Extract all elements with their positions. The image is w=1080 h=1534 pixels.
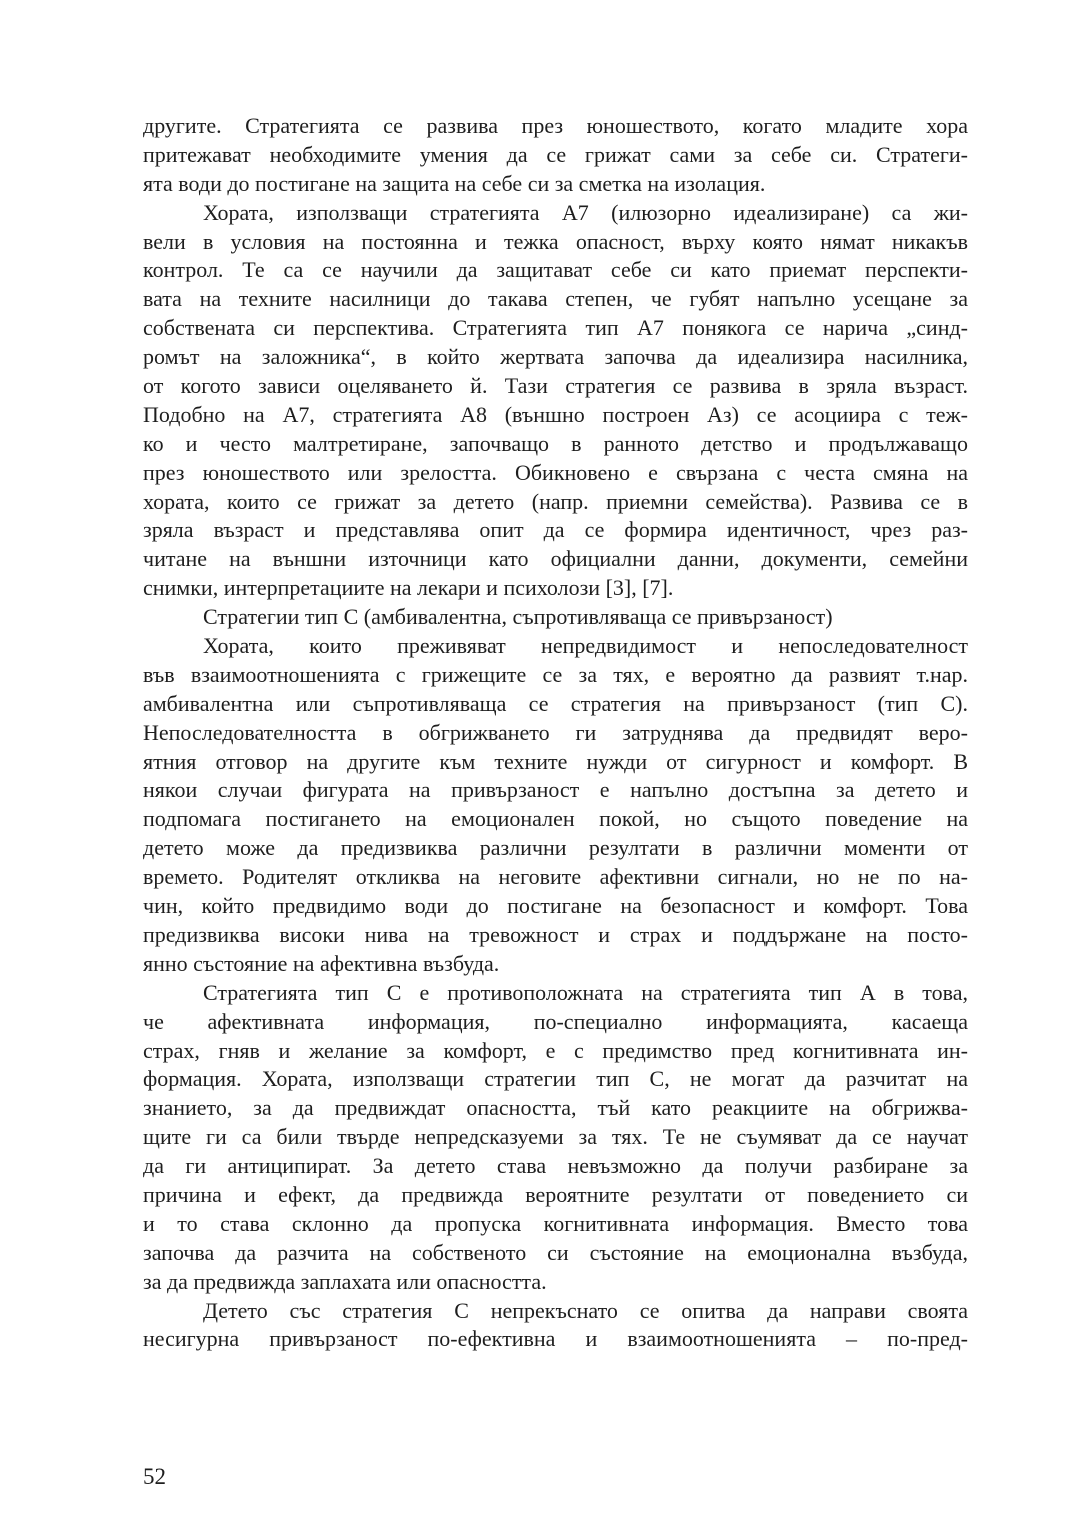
text-line: през юношеството или зрелостта. Обикновено е свързана с честа смяна на [143, 459, 968, 485]
text-line: ко и често малтретиране, започващо в ранното детство и продължаващо [143, 430, 968, 456]
text-line: Стратегии тип С (амбивалентна, съпротивляваща се привързаност) [203, 604, 833, 630]
text-line: времето. Родителят откликва на неговите афективни сигнали, но не по на- [143, 864, 968, 890]
text-line: във взаимоотношенията с грижещите се за тях, е вероятно да развият т.нар. [143, 661, 968, 687]
text-line: щите ги са били твърде непредсказуеми за тях. Те не съумяват да се научат [143, 1124, 968, 1150]
text-line: ятния отговор на другите към техните нужди от сигурност и комфорт. В [143, 748, 968, 774]
text-line: Хората, които преживяват непредвидимост и непоследователност [203, 633, 968, 659]
text-line: започва да разчита на собственото си състояние на емоционална възбуда, [143, 1239, 968, 1265]
text-line: собствената си перспектива. Стратегията тип А7 понякога се нарича „синд- [143, 315, 968, 341]
text-line: знанието, за да предвиждат опасността, тъй като реакциите на обгрижва- [143, 1095, 968, 1121]
text-line: вели в условия на постоянна и тежка опасност, върху която нямат никакъв [143, 228, 968, 254]
text-line: зряла възраст и представлява опит да се формира идентичност, чрез раз- [143, 517, 968, 543]
text-line: от когото зависи оцеляването й. Тази стратегия се развива в зряла възраст. [143, 373, 968, 399]
text-line: формация. Хората, използващи стратегии тип С, не могат да разчитат на [143, 1066, 968, 1092]
text-line: другите. Стратегията се развива през юношеството, когато младите хора [143, 113, 968, 138]
text-line: подпомага постигането на емоционален покой, но същото поведение на [143, 806, 968, 832]
text-line: Хората, използващи стратегията А7 (илюзорно идеализиране) са жи- [203, 199, 968, 225]
body-text [143, 112, 968, 1354]
page-number: 52 [143, 1464, 166, 1489]
text-line: и то става склонно да пропуска когнитивната информация. Вместо това [143, 1210, 968, 1236]
text-line: снимки, интерпретациите на лекари и психолози [3], [7]. [143, 575, 674, 601]
text-line: вата на техните насилници до такава степен, че губят напълно усещане за [143, 286, 968, 312]
text-line: че афективната информация, по-специално информацията, касаеща [143, 1008, 968, 1034]
text-line: Стратегията тип С е противоположната на стратегията тип А в това, [203, 979, 968, 1005]
text-line: контрол. Те са се научили да защитават себе си като приемат перспекти- [143, 257, 968, 283]
text-line: за да предвижда заплахата или опасността. [143, 1268, 547, 1294]
text-line: ромът на заложника“, в който жертвата започва да идеализира насилника, [143, 344, 968, 370]
text-line: причина и ефект, да предвижда вероятните резултати от поведението си [143, 1181, 968, 1207]
text-line: читане на външни източници като официални данни, документи, семейни [143, 546, 968, 572]
text-line: чин, който предвидимо води до постигане на безопасност и комфорт. Това [143, 893, 968, 919]
text-line: притежават необходимите умения да се грижат сами за себе си. Стратеги- [143, 141, 968, 167]
text-line: несигурна привързаност по-ефективна и взаимоотношенията – по-пред- [143, 1326, 968, 1352]
text-line: Детето със стратегия С непрекъснато се опитва да направи своята [203, 1297, 968, 1323]
text-line: детето може да предизвиква различни резултати в различни моменти от [143, 835, 968, 861]
text-line: Подобно на А7, стратегията А8 (външно построен Аз) се асоциира с теж- [143, 401, 968, 427]
text-line: янно състояние на афективна възбуда. [143, 950, 500, 976]
text-line: амбивалентна или съпротивляваща се стратегия на привързаност (тип С). [143, 690, 968, 716]
text-line: ята води до постигане на защита на себе си за сметка на изолация. [143, 170, 766, 196]
text-line: предизвиква високи нива на тревожност и страх и поддържане на посто- [143, 921, 968, 947]
text-line: Непоследователността в обгрижването ги затруднява да предвидят веро- [143, 719, 968, 745]
text-line: страх, гняв и желание за комфорт, е с предимство пред когнитивната ин- [143, 1037, 968, 1063]
text-line: някои случаи фигурата на привързаност е напълно достъпна за детето и [143, 777, 968, 803]
text-line: хората, които се грижат за детето (напр. приемни семейства). Развива се в [143, 488, 968, 514]
text-line: да ги антиципират. За детето става невъзможно да получи разбиране за [143, 1153, 968, 1179]
